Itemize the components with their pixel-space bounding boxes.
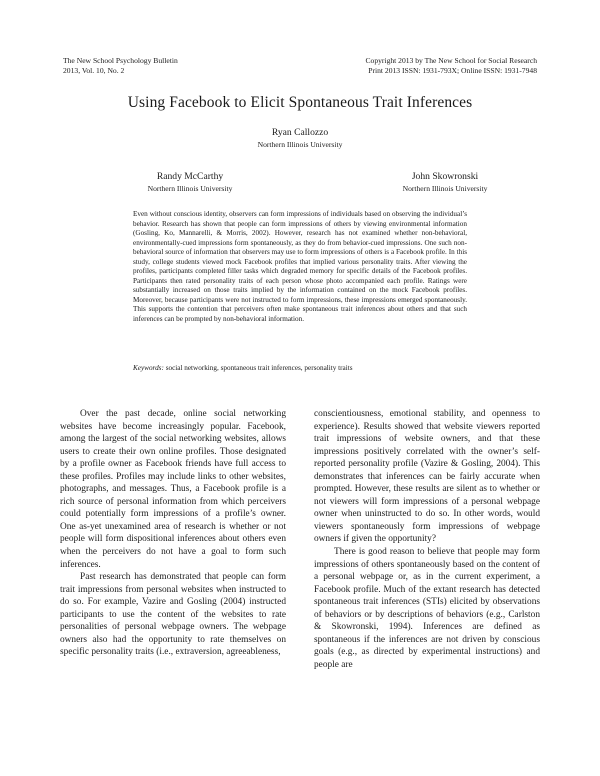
author-name: Randy McCarthy [156,171,224,182]
keywords-text: social networking, spontaneous trait inferences, personality traits [165,364,353,372]
issn-line: Print 2013 ISSN: 1931-793X; Online ISSN: 1931-7948 [368,66,537,75]
body-column-right [314,408,540,671]
author-2 [100,170,280,194]
journal-name: The New School Psychology Bulletin [63,56,178,65]
paper-title: Using Facebook to Elicit Spontaneous Trait Inferences [127,94,473,111]
keywords-label: Keywords: [133,364,164,372]
body-paragraph: There is good reason to believe that people may form impressions of others spontaneously based on the content of a personal webpage or, as in the current experiment, a Facebook profile. Much of the extant research has detected spontaneous trait inferences (STIs) elicited by observations of behaviors or by descriptions of behaviors (e.g., Carlston & Skowronski, 1994). Inferences are defined as spontaneous if the inferences are not driven by conscious goals (e.g., as directed by experimental instructions) and people are [314,547,540,670]
journal-header [63,56,178,76]
author-name: Ryan Callozzo [271,127,329,138]
body-paragraph: conscientiousness, emotional stability, and openness to experience). Results showed that website viewers reported trait impressions of website owners, and that these impressions positively correlated with the owner’s self-reported personality profile (Vazire & Gosling, 2004). This demonstrates that inferences can be fairly accurate when prompted. However, these results are silent as to whether or not viewers will form impressions of a personal webpage owner when uninstructed to do so. In other words, would viewers spontaneously form impressions of webpage owners if given the opportunity? [314,409,540,545]
body-paragraph: Past research has demonstrated that people can form trait impressions from personal websites when instructed to do so. For example, Vazire and Gosling (2004) instructed participants to use the content of the websites to rate personalities of personal webpage owners. The webpage owners also had the opportunity to rate themselves on specific personality traits (i.e., extraversion, agreeableness, [60,572,286,658]
author-1 [0,126,600,150]
author-name: John Skowronski [411,171,479,182]
body-paragraph: Over the past decade, online social networking websites have become increasingly popular. Facebook, among the largest of the social networking websites, allows users to create their own online profiles. Those designated by a profile owner as Facebook friends have full access to these profiles. Profiles may include links to other websites, photographs, and messages. Thus, a Facebook profile is a rich source of personal information from which perceivers could potentially form impressions of a profile’s owner. One as-yet unexamined area of research is whether or not people will form dispositional inferences about others even when the perceivers do not have a goal to form such inferences. [60,409,286,570]
body-column-left [60,408,286,659]
author-affiliation: Northern Illinois University [257,140,343,149]
copyright-header [365,56,537,76]
author-3 [340,170,550,194]
abstract: Even without conscious identity, observers can form impressions of individuals based on observing the individual’s behavior. Research has shown that people can form impressions of others by viewing environmental information (Gosling, Ko, Mannarelli, & Morris, 2002). However, research has not examined whether non-behavioral, environmentally-cued impressions form spontaneously, as they do from behavior-cued impressions. One such non-behavioral source of information that observers may use to form impressions of others is a Facebook profile. In this study, college students viewed mock Facebook profiles that implied various personality traits. After viewing the profiles, participants completed filler tasks which degraded memory for specific details of the Facebook profiles. Participants then rated personality traits of each person whose photo accompanied each profile. Ratings were substantially increased on those traits implied by the information contained on the mock Facebook profiles. Moreover, because participants were not instructed to form impressions, these impressions emerged spontaneously. This supports the contention that perceivers often make spontaneous trait inferences about others and that such inferences can be prompted by non-behavioral information. [133,210,467,324]
keywords [133,364,467,374]
copyright-notice: Copyright 2013 by The New School for Social Research [365,56,537,65]
journal-volume: 2013, Vol. 10, No. 2 [63,66,125,75]
author-affiliation: Northern Illinois University [402,184,488,193]
author-affiliation: Northern Illinois University [147,184,233,193]
